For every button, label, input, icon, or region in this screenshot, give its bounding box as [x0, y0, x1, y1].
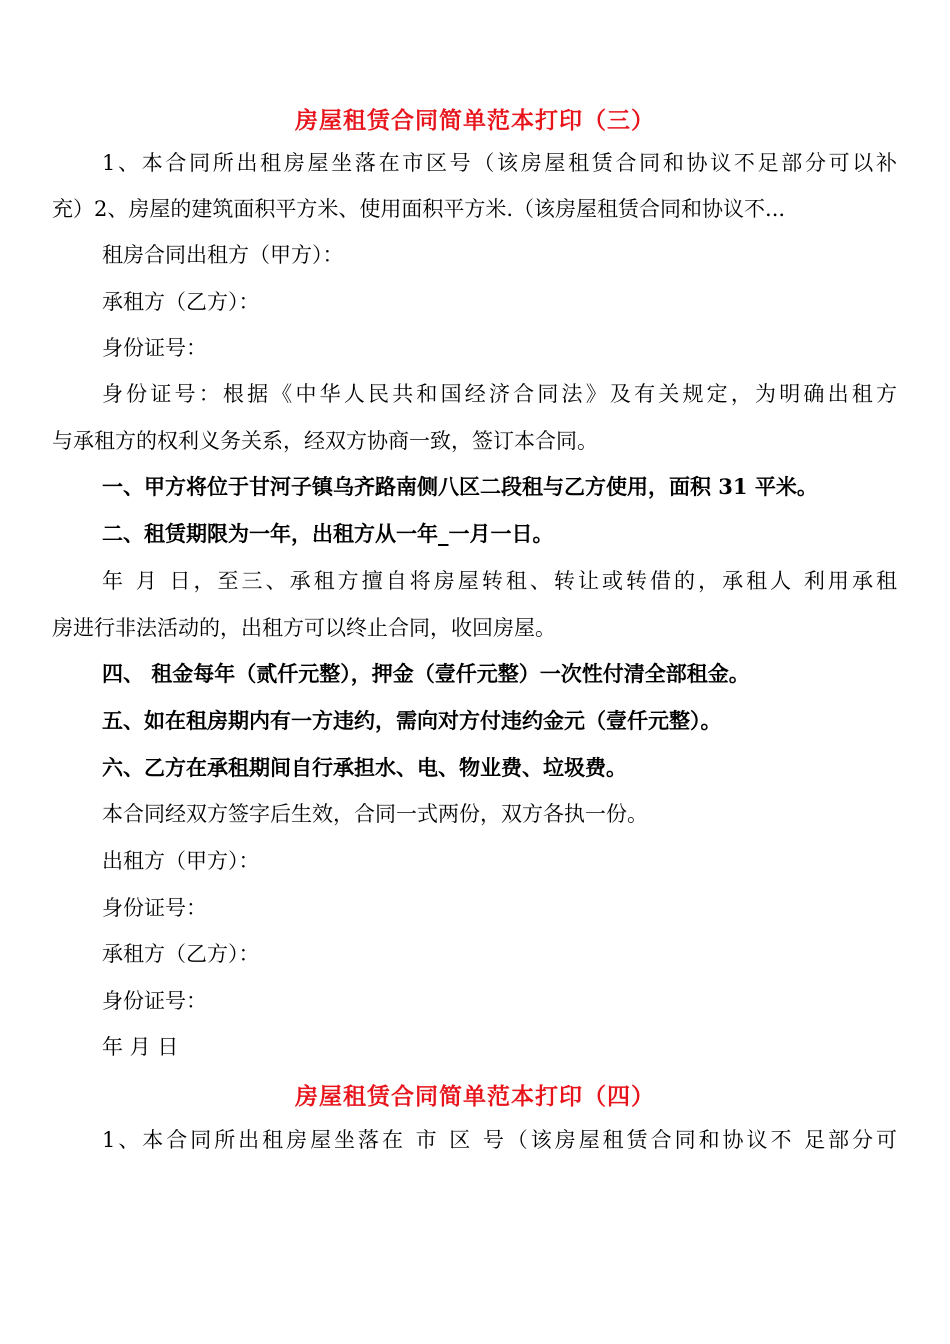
signature-lessee: 承租方（乙方）： — [102, 942, 260, 966]
lessor-label: 租房合同出租方（甲方）： — [102, 243, 344, 267]
paragraph-3-line-2: 房进行非法活动的，出租方可以终止合同，收回房屋。 — [52, 616, 556, 640]
clause-4: 四、 租金每年（贰仟元整），押金（壹仟元整）一次性付清全部租金。 — [102, 661, 750, 686]
signature-date: 年 月 日 — [102, 1035, 179, 1059]
effective-clause: 本合同经双方签字后生效，合同一式两份，双方各执一份。 — [102, 802, 648, 826]
section-title-4: 房屋租赁合同简单范本打印（四） — [295, 1083, 655, 1110]
paragraph-3-line-1: 年 月 日，至三、承租方擅自将房屋转租、转让或转借的，承租人 利用承租 — [102, 569, 897, 593]
clause-6: 六、乙方在承租期间自行承担水、电、物业费、垃圾费。 — [102, 755, 627, 780]
clause-5: 五、如在租房期内有一方违约，需向对方付违约金元（壹仟元整）。 — [102, 708, 722, 733]
paragraph-1-line-1: 1、本合同所出租房屋坐落在市区号（该房屋租赁合同和协议不足部分可以补 — [102, 151, 897, 175]
signature-lessee-id: 身份证号： — [102, 989, 207, 1013]
clause-1: 一、甲方将位于甘河子镇乌齐路南侧八区二段租与乙方使用，面积 31 平米。 — [102, 474, 818, 499]
signature-lessor-id: 身份证号： — [102, 896, 207, 920]
paragraph-2-line-2: 与承租方的权利义务关系，经双方协商一致，签订本合同。 — [52, 429, 598, 453]
signature-lessor: 出租方（甲方）： — [102, 849, 260, 873]
paragraph-4-line-1: 1、本合同所出租房屋坐落在 市 区 号（该房屋租赁合同和协议不 足部分可 — [102, 1128, 897, 1152]
id-number-label: 身份证号： — [102, 336, 207, 360]
lessee-label: 承租方（乙方）： — [102, 290, 260, 314]
paragraph-1-line-2: 充）2、房屋的建筑面积平方米、使用面积平方米.（该房屋租赁合同和协议不... — [52, 197, 786, 221]
clause-2: 二、租赁期限为一年，出租方从一年_一月一日。 — [102, 521, 554, 546]
paragraph-2-line-1: 身份证号：根据《中华人民共和国经济合同法》及有关规定，为明确出租方 — [102, 382, 897, 406]
section-title-3: 房屋租赁合同简单范本打印（三） — [295, 107, 655, 134]
